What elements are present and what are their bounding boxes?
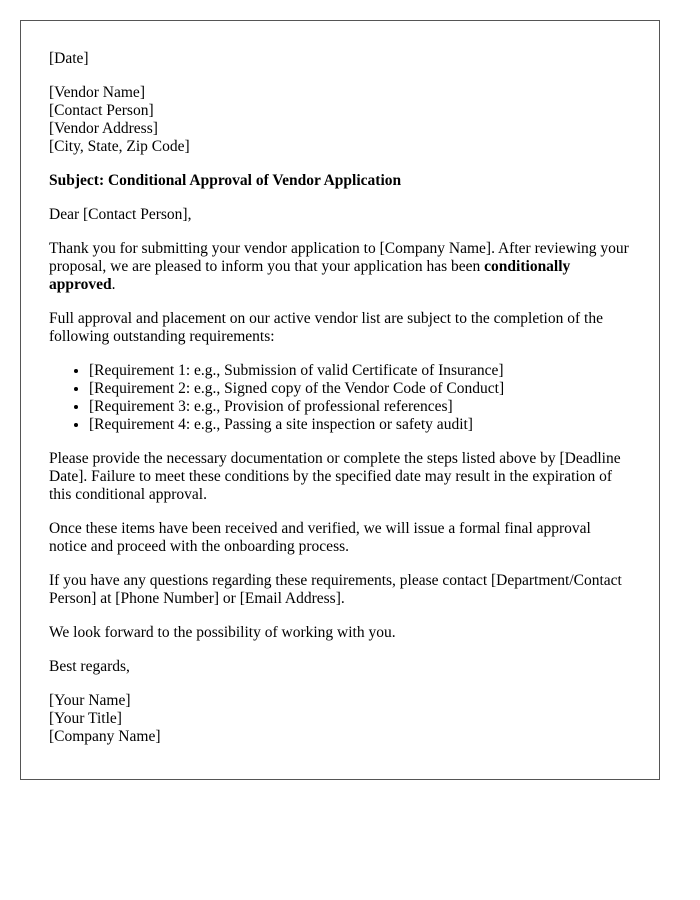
requirement-item: • [Requirement 1: e.g., Submission of valid Certificate of Insurance] [89, 362, 631, 380]
requirements-list [49, 362, 631, 434]
signature-company: [Company Name] [49, 728, 161, 745]
signature-title: [Your Title] [49, 710, 122, 727]
paragraph-requirements-intro: Full approval and placement on our active vendor list are subject to the completion of the following outstanding requirements: [49, 310, 603, 345]
recipient-address-block [49, 84, 631, 156]
paragraph-deadline: Please provide the necessary documentation or complete the steps listed above by [Deadline Date]. Failure to meet these conditions by the specified date may result in the expiration of this conditional approval. [49, 450, 621, 503]
paragraph-application-status [49, 240, 631, 294]
requirement-item: • [Requirement 4: e.g., Passing a site inspection or safety audit] [89, 416, 631, 434]
recipient-vendor-address: [Vendor Address] [49, 120, 158, 137]
requirement-item: • [Requirement 3: e.g., Provision of professional references] [89, 398, 631, 416]
letter-page [20, 20, 660, 780]
conditionally-approved-emphasis: conditionally approved [49, 258, 571, 293]
letter-subject: Subject: Conditional Approval of Vendor Application [49, 172, 402, 189]
letter-closing: Best regards, [49, 658, 130, 675]
requirement-item: • [Requirement 2: e.g., Signed copy of the Vendor Code of Conduct] [89, 380, 631, 398]
recipient-vendor-name: [Vendor Name] [49, 84, 145, 101]
letter-salutation: Dear [Contact Person], [49, 206, 192, 223]
signature-block [49, 692, 631, 746]
paragraph-application-status-text: Thank you for submitting your vendor application to [Company Name]. After reviewing your proposal, we are pleased to inform you that your application has been [49, 240, 629, 275]
paragraph-final-approval: Once these items have been received and verified, we will issue a formal final approval notice and proceed with the onboarding process. [49, 520, 591, 555]
recipient-contact-person: [Contact Person] [49, 102, 154, 119]
letter-date: [Date] [49, 50, 89, 67]
recipient-city-state-zip: [City, State, Zip Code] [49, 138, 190, 155]
paragraph-contact-info: If you have any questions regarding these requirements, please contact [Department/Contact Person] at [Phone Number] or [Email Address]. [49, 572, 622, 607]
paragraph-look-forward: We look forward to the possibility of working with you. [49, 624, 396, 641]
paragraph-application-status-end: . [111, 276, 116, 293]
signature-name: [Your Name] [49, 692, 131, 709]
